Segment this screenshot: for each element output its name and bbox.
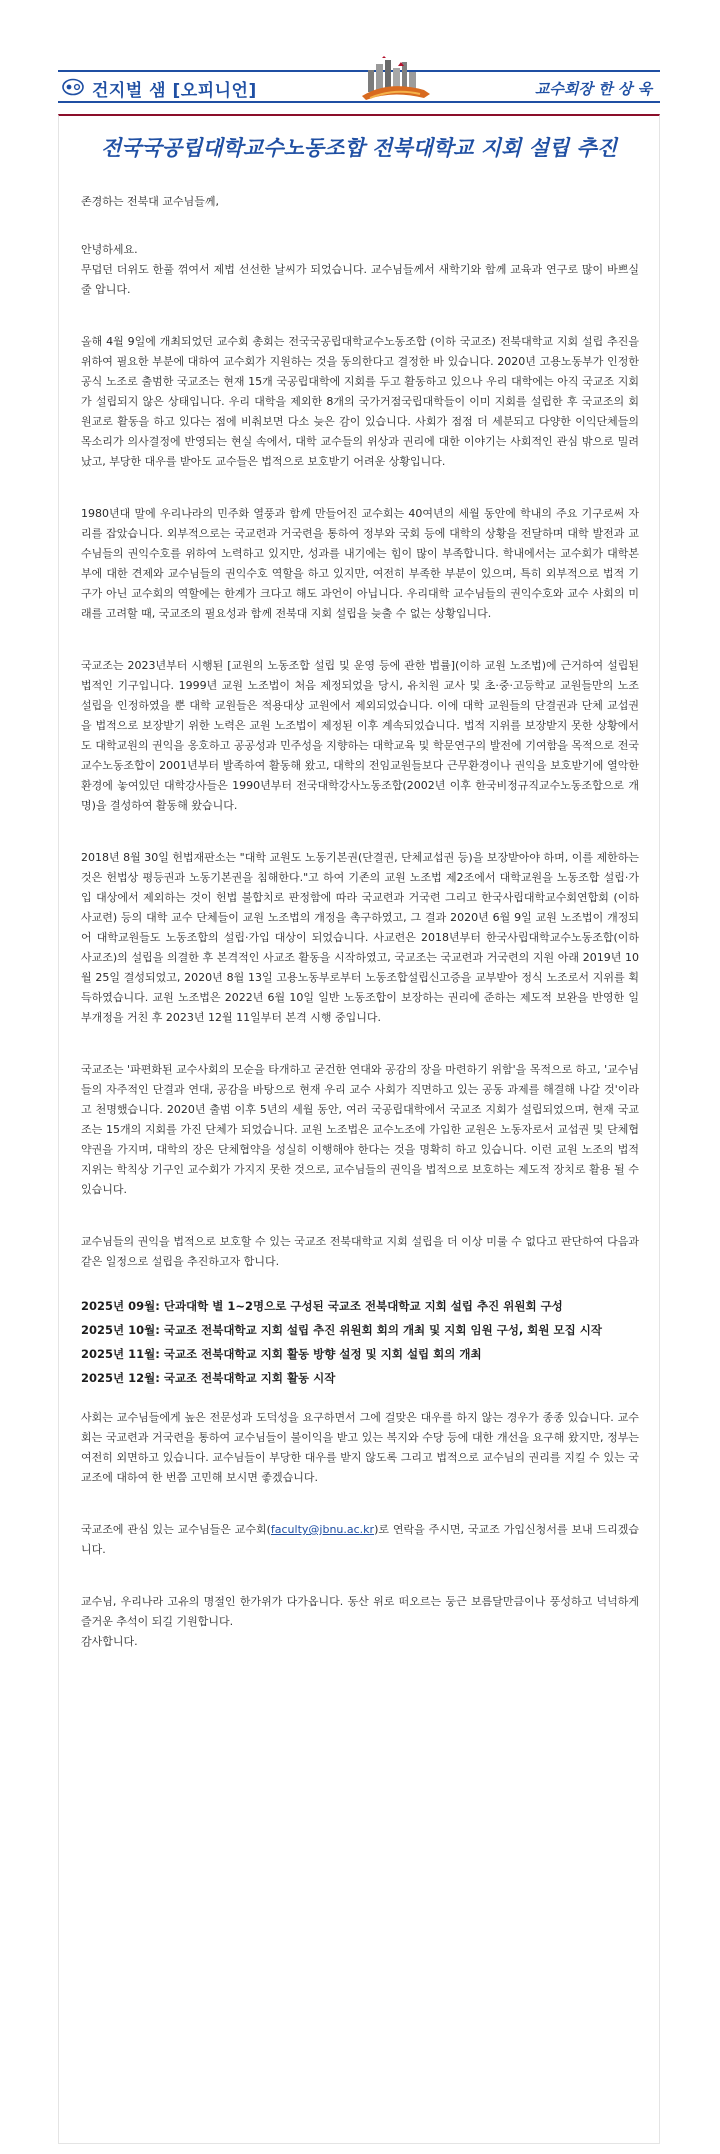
greeting: 존경하는 전북대 교수님들께, [81,195,220,208]
article-body [81,192,639,1652]
schedule-date: 2025년 12월: [81,1371,160,1385]
schedule-desc: 국교조 전북대학교 지회 활동 시작 [163,1371,336,1385]
schedule-list [81,1296,639,1388]
paragraph-6: 교수님들의 권익을 법적으로 보호할 수 있는 국교조 전북대학교 지회 설립을 더 이상 미룰 수 없다고 판단하여 다음과 같은 일정으로 설립을 추진하고자 합니다. [81,1235,639,1268]
paragraph-5: 국교조는 '파편화된 교수사회의 모순을 타개하고 굳건한 연대와 공감의 장을 마련하기 위함'을 목적으로 하고, '교수님들의 자주적인 단결과 연대, 공감을 바탕으로 현재 우리 교수 사회가 직면하고 있는 공동 과제를 해결해 나갈 것'이라고 천명했습니다. 2020년 출범 이후 5년의 세월 동안, 여러 국공립대학에서 국교조 지회가 설립되었으며, 현재 국교조는 15개의 지회를 가진 단체가 되었습니다. 교원 노조법은 교수노조에 가입한 교원은 노동자로서 교섭권 및 단체협약권을 가지며, 대학의 장은 단체협약을 성실히 이행해야 한다는 것을 명확히 하고 있습니다. 이런 교원 노조의 법적 지위는 학칙상 기구인 교수회가 가지지 못한 것으로, 교수님들의 권익을 법적으로 보호하는 제도적 장치로 활용 될 수 있습니다. [81,1063,639,1196]
article-title: 전국국공립대학교수노동조합 전북대학교 지회 설립 추진 [100,136,618,160]
column-title: 건지벌 샘 [오피니언] [92,81,257,101]
schedule-item [81,1344,639,1364]
paragraph-7: 사회는 교수님들에게 높은 전문성과 도덕성을 요구하면서 그에 걸맞은 대우를 하지 않는 경우가 종종 있습니다. 교수회는 국교련과 거국련을 통하여 교수님들이 불이익을 받고 있는 복지와 수당 등에 대한 개선을 요구해 왔지만, 정부는 여전히 외면하고 있습니다. 교수님들이 부당한 대우를 받지 않도록 그리고 법적으로 교수님의 권리를 지킬 수 있는 국교조에 대하여 한 번쯤 고민해 보시면 좋겠습니다. [81,1411,639,1484]
schedule-desc: 국교조 전북대학교 지회 활동 방향 설정 및 지회 설립 회의 개최 [163,1347,482,1361]
hello: 안녕하세요. [81,243,138,256]
schedule-date: 2025년 09월: [81,1299,160,1313]
column-author: 교수회장 한 상 욱 [534,80,652,98]
thanks: 감사합니다. [81,1635,138,1648]
schedule-item [81,1368,639,1388]
closing-paragraph: 교수님, 우리나라 고유의 명절인 한가위가 다가옵니다. 동산 위로 떠오르는 둥근 보름달만큼이나 풍성하고 넉넉하게 즐거운 추석이 되길 기원합니다. [81,1595,639,1628]
contact-text-after: )로 연락을 주시면, 국교조 가입신청서를 보내 드리겠습니다. [81,1523,639,1556]
column-banner [58,70,660,103]
schedule-item [81,1296,639,1316]
schedule-date: 2025년 11월: [81,1347,160,1361]
city-illustration-icon [358,56,434,100]
paragraph-3: 국교조는 2023년부터 시행된 [교원의 노동조합 설립 및 운영 등에 관한 법률](이하 교원 노조법)에 근거하여 설립된 법적인 기구입니다. 1999년 교원 노조법이 처음 제정되었을 당시, 유치원 교사 및 초·중·고등학교 교원들만의 노조 설립을 인정하였을 뿐 대학 교원들은 적용대상 교원에서 제외되었습니다. 이에 대학 교원들의 단결권과 단체 교섭권을 법적으로 보장받기 위한 노력은 교원 노조법이 제정된 이후 계속되었습니다. 법적 지위를 보장받지 못한 상황에서도 대학교원의 권익을 옹호하고 공공성과 민주성을 지향하는 대학교육 및 학문연구의 발전에 기여함을 목적으로 전국교수노동조합이 2001년부터 발족하여 활동해 왔고, 대학의 전임교원들보다 근무환경이나 권익을 보호받기에 열악한 환경에 놓여있던 대학강사들은 1990년부터 전국대학강사노동조합(2002년 이후 한국비정규직교수노동조합으로 개명)을 결성하여 활동해 왔습니다. [81,659,639,812]
paragraph-4: 2018년 8월 30일 헌법재판소는 "대학 교원도 노동기본권(단결권, 단체교섭권 등)을 보장받아야 하며, 이를 제한하는 것은 헌법상 평등권과 노동기본권을 침해한다."고 하여 기존의 교원 노조법 제2조에서 대학교원을 노동조합 설립·가입 대상에서 제외하는 것이 헌법 불합치로 판정함에 따라 국교련과 거국련 그리고 한국사립대학교수회연합회 (이하 사교련) 등의 대학 교수 단체들이 교원 노조법의 개정을 촉구하였고, 그 결과 2020년 6월 9일 교원 노조법이 개정되어 대학교원들도 노동조합의 설립·가입 대상이 되었습니다. 사교련은 2018년부터 한국사립대학교수노동조합(이하 사교조)의 설립을 의결한 후 본격적인 사교조 활동을 시작하였고, 국교조는 국교련과 거국련의 지원 아래 2019년 10월 25일 결성되었고, 2020년 8월 13일 고용노동부로부터 노동조합설립신고증을 교부받아 정식 노조로서 지위를 획득하였습니다. 교원 노조법은 2022년 6월 10일 일반 노동조합이 보장하는 권리에 준하는 제도적 보완을 반영한 일부개정을 거친 후 2023년 12월 11일부터 본격 시행 중입니다. [81,851,639,1024]
schedule-item [81,1320,639,1340]
contact-paragraph [81,1520,639,1560]
schedule-desc: 단과대학 별 1~2명으로 구성된 국교조 전북대학교 지회 설립 추진 위원회 구성 [163,1299,563,1313]
intro-paragraph: 무덥던 더위도 한풀 꺾여서 제법 선선한 날씨가 되었습니다. 교수님들께서 새학기와 함께 교육과 연구로 많이 바쁘실 줄 압니다. [81,263,639,296]
schedule-desc: 국교조 전북대학교 지회 설립 추진 위원회 회의 개최 및 지회 임원 구성, 회원 모집 시작 [163,1323,602,1337]
paragraph-1: 올해 4월 9일에 개최되었던 교수회 총회는 전국국공립대학교수노동조합 (이하 국교조) 전북대학교 지회 설립 추진을 위하여 필요한 부분에 대하여 교수회가 지원하는 것을 동의한다고 결정한 바 있습니다. 2020년 고용노동부가 인정한 공식 노조로 출범한 국교조는 현재 15개 국공립대학에 지회를 두고 활동하고 있으나 우리 대학에는 아직 국교조 지회가 설립되지 않은 상태입니다. 우리 대학을 제외한 8개의 국가거점국립대학들이 이미 지회를 설립한 후 국교조의 회원교로 활동을 하고 있다는 점에 비춰보면 다소 늦은 감이 있습니다. 사회가 점점 더 세분되고 다양한 이익단체들의 목소리가 의사결정에 반영되는 현실 속에서, 대학 교수들의 위상과 권리에 대한 이야기는 사회적인 관심 밖으로 밀려났고, 부당한 대우를 받아도 교수들은 법적으로 보호받기 어려운 상황입니다. [81,335,639,468]
email-link[interactable]: faculty@jbnu.ac.kr [270,1523,375,1536]
contact-text-before: 국교조에 관심 있는 교수님들은 교수회( [81,1523,271,1536]
schedule-date: 2025년 10월: [81,1323,160,1337]
paragraph-2: 1980년대 말에 우리나라의 민주화 열풍과 함께 만들어진 교수회는 40여년의 세월 동안에 학내의 주요 기구로써 자리를 잡았습니다. 외부적으로는 국교련과 거국련을 통하여 정부와 국회 등에 대학의 상황을 전달하며 대학 발전과 교수님들의 권익수호를 위하여 노력하고 있지만, 성과를 내기에는 힘이 많이 부족합니다. 학내에서는 교수회가 대학본부에 대한 견제와 교수님들의 권익수호 역할을 하고 있지만, 여전히 부족한 부분이 있으며, 특히 외부적으로 법적 기구가 아닌 교수회의 역할에는 한계가 크다고 해도 과언이 아닙니다. 우리대학 교수님들의 권익수호와 교수 사회의 미래를 고려할 때, 국교조의 필요성과 함께 전북대 지회 설립을 늦출 수 없는 상황입니다. [81,507,639,620]
column-logo-icon [62,78,84,96]
article-card [58,114,660,2144]
